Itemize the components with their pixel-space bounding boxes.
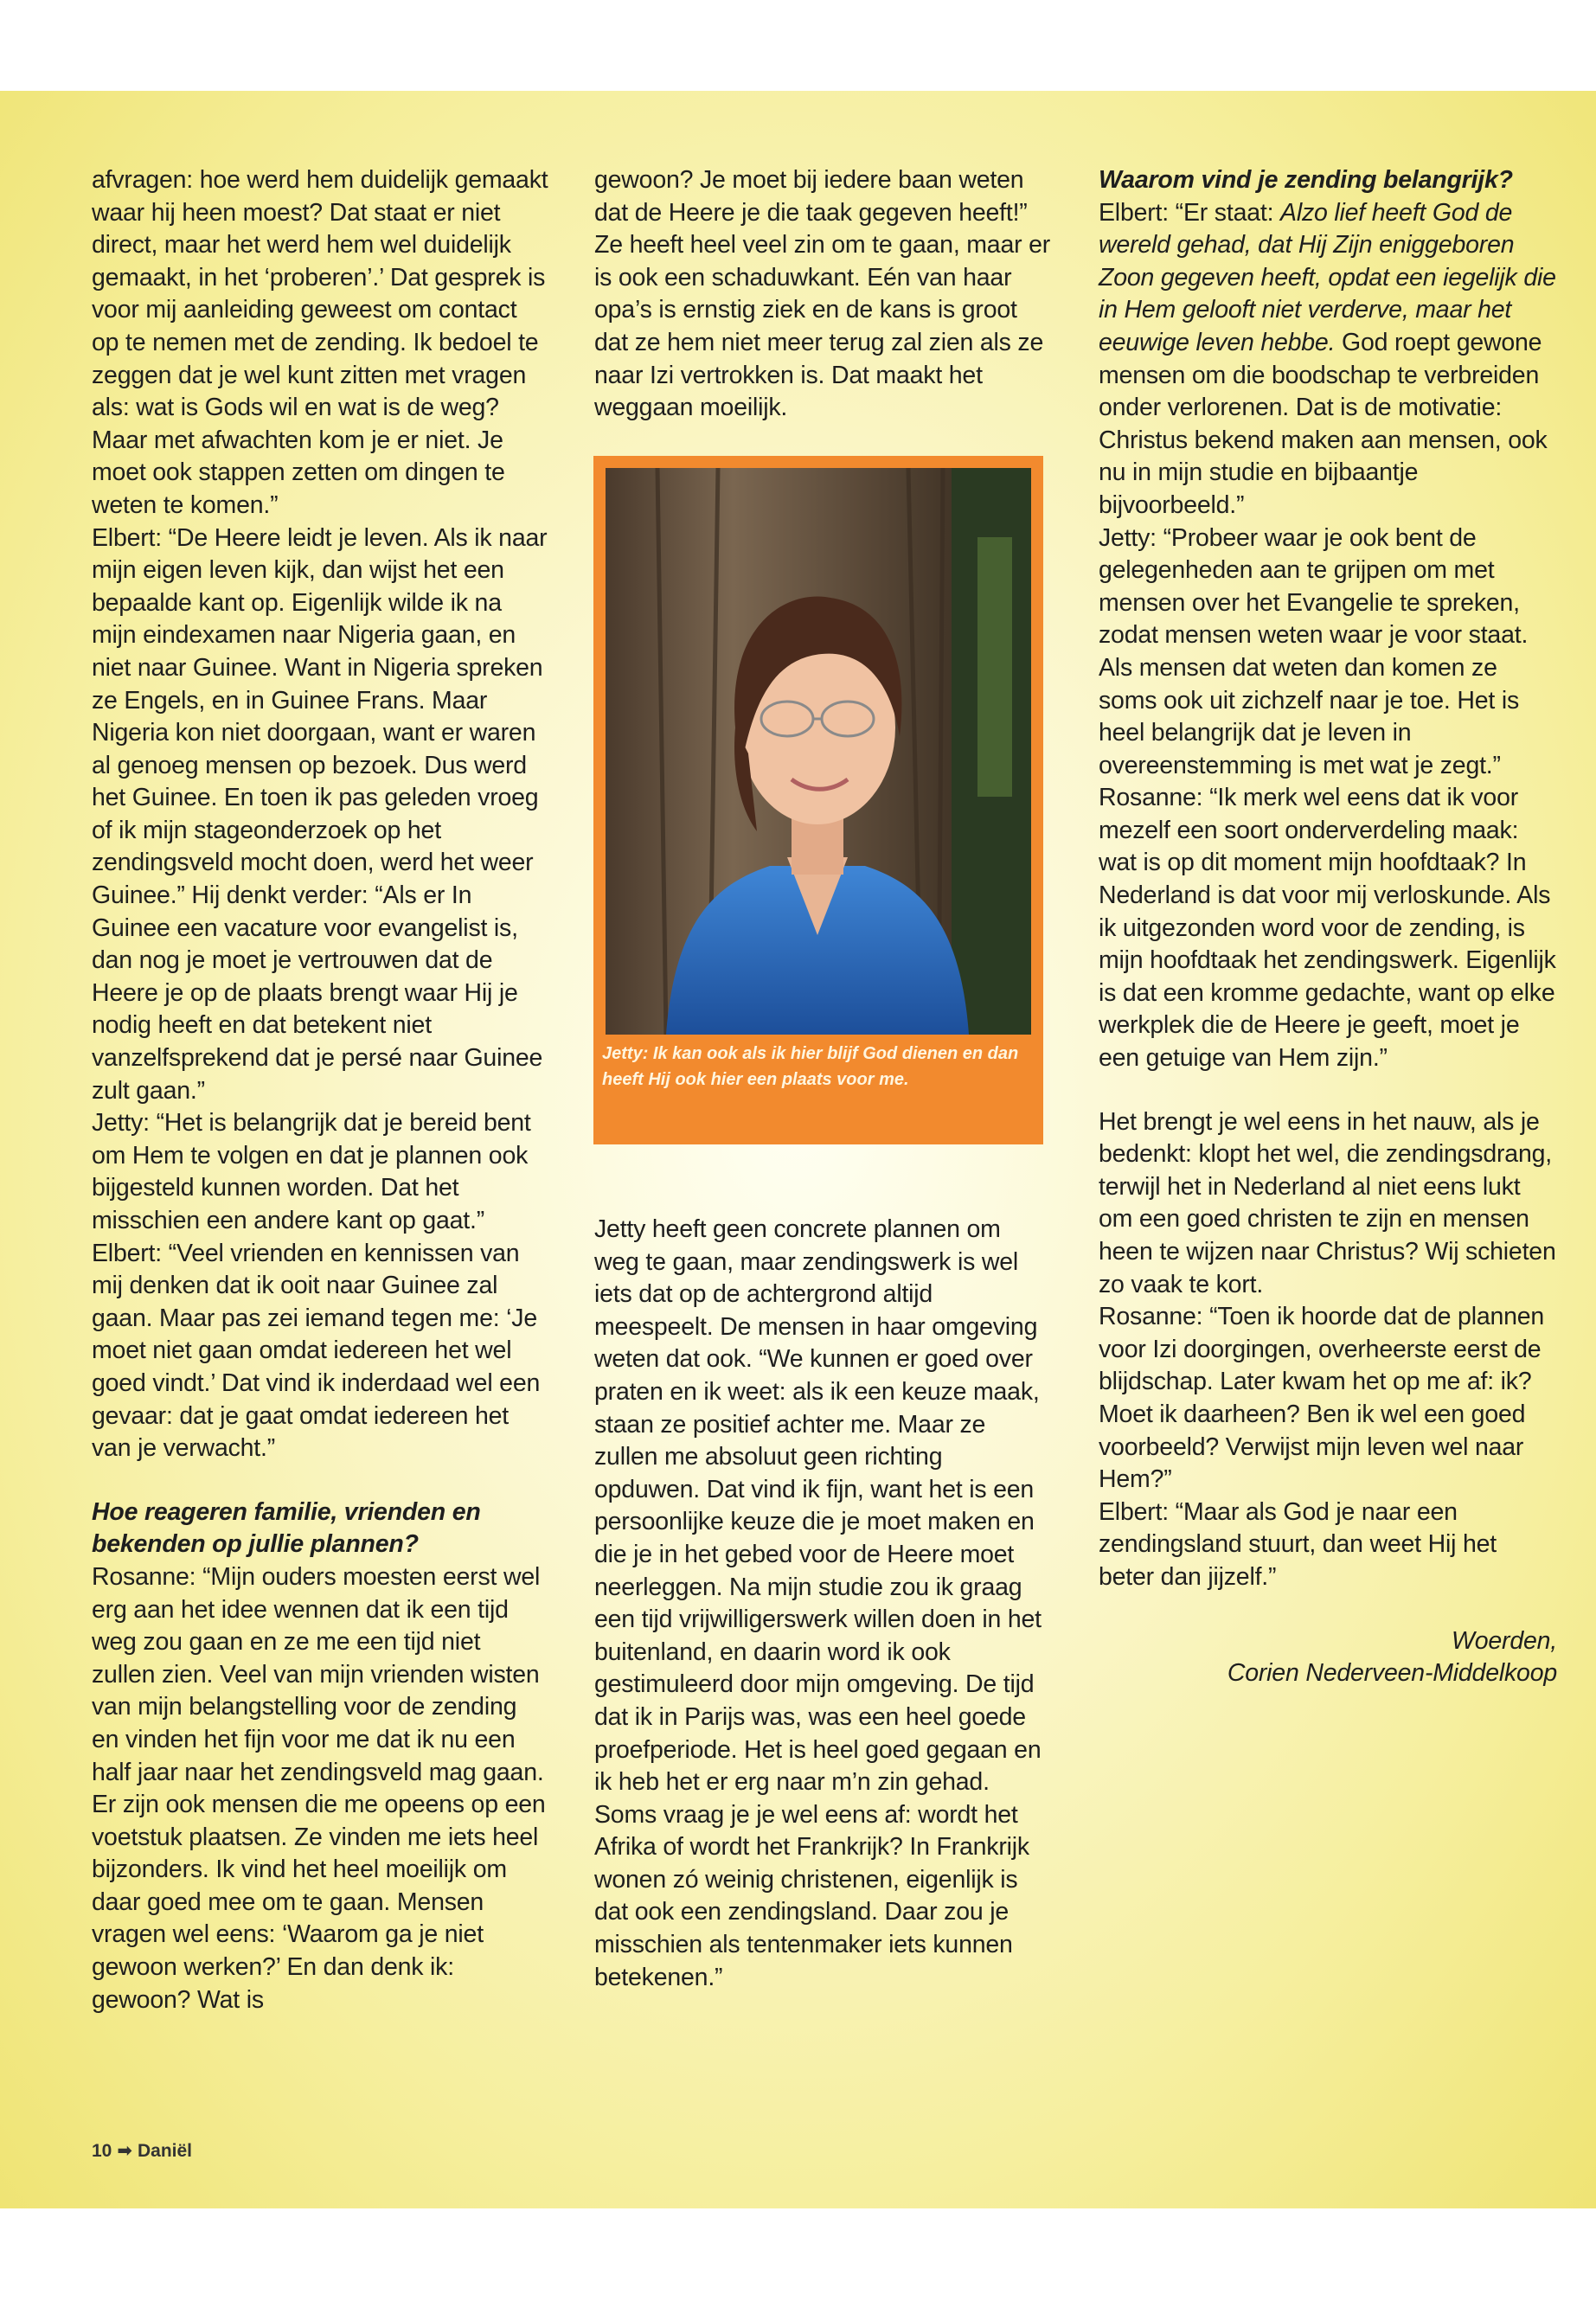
article-column-1 — [92, 164, 550, 2016]
arrow-icon: ➡ — [117, 2141, 132, 2161]
paragraph: afvragen: hoe werd hem duidelijk gemaakt waar hij heen moest? Dat staat er niet direct, maar het werd hem wel duidelijk gemaakt, in het ‘proberen’.’ Dat gesprek is voor mij aanleiding geweest om contact op te nemen met de zending. Ik bedoel te zeggen dat je wel kunt zitten met vragen als: wat is Gods wil en wat is de weg? Maar met afwachten kom je er niet. Je moet ook stappen zetten om dingen te weten te komen.” — [92, 166, 548, 519]
magazine-name: Daniël — [137, 2141, 192, 2161]
article-column-2-bottom — [594, 1214, 1051, 1994]
paragraph: Jetty: “Het is belangrijk dat je bereid bent om Hem te volgen en dat je plannen ook bijgesteld kunnen worden. Dat het misschien een andere kant op gaat.” — [92, 1109, 531, 1234]
speaker-text: God roept gewone mensen om die boodschap te verbreiden onder verlorenen. Dat is de motivatie: Christus bekend maken aan mensen, ook nu in mijn studie en bijbaantje bijvoorbeeld.” — [1099, 328, 1548, 519]
photo-frame — [593, 456, 1043, 1144]
paragraph: Elbert: “Veel vrienden en kennissen van mij denken dat ik ooit naar Guinee zal gaan. Maar pas zei iemand tegen me: ‘Je moet niet gaan omdat iedereen het wel goed vindt.’ Dat vind ik inderdaad wel een gevaar: dat je gaat omdat iedereen het van je verwacht.” — [92, 1239, 541, 1463]
photo-caption: Jetty: Ik kan ook als ik hier blijf God dienen en dan heeft Hij ook hier een plaats voor me. — [602, 1044, 1019, 1089]
paragraph: gewoon? Je moet bij iedere baan weten dat de Heere je die taak gegeven heeft!” Ze heeft heel veel zin om te gaan, maar er is ook een schaduwkant. Eén van haar opa’s is ernstig ziek en de kans is groot dat ze hem niet meer terug zal zien als ze naar Izi vertrokken is. Dat maakt het weggaan moeilijk. — [594, 166, 1051, 422]
paragraph: Het brengt je wel eens in het nauw, als je bedenkt: klopt het wel, die zendingsdrang, terwijl het in Nederland al niet eens lukt om een goed christen te zijn en mensen heen te wijzen naar Christus? Wij schieten zo vaak te kort. — [1099, 1107, 1556, 1298]
signature-place: Woerden, — [1452, 1626, 1557, 1655]
paragraph: Rosanne: “Toen ik hoorde dat de plannen voor Izi doorgingen, overheerste eerst de blijdschap. Later kwam het op me af: ik? Moet ik daarheen? Ben ik wel een goed voorbeeld? Verwijst mijn leven wel naar Hem?” — [1099, 1303, 1545, 1494]
paragraph: Jetty heeft geen concrete plannen om weg te gaan, maar zendingswerk is wel iets dat op de achtergrond altijd meespeelt. De mensen in haar omgeving weten dat ook. “We kunnen er goed over praten en ik weet: als ik een keuze maak, staan ze positief achter me. Maar ze zullen me absoluut geen richting opduwen. Dat vind ik fijn, want het is een persoonlijke keuze die je moet maken en die je in het gebed voor de Heere moet neerleggen. Na mijn studie zou ik graag een tijd vrijwilligerswerk willen doen in het buitenland, en daarin word ik ook gestimuleerd door mijn omgeving. De tijd dat ik in Parijs was, was een heel goede proefperiode. Het is heel goed gegaan en ik heb het er erg naar m’n zin gehad. Soms vraag je je wel eens af: wordt het Afrika of wordt het Frankrijk? In Frankrijk wonen zó weinig christenen, eigenlijk is dat ook een zendingsland. Daar zou je misschien als tentenmaker iets kunnen betekenen.” — [594, 1215, 1042, 1991]
section-heading: Hoe reageren familie, vrienden en bekenden op jullie plannen? — [92, 1497, 481, 1559]
page-folio — [92, 2140, 192, 2162]
paragraph: Elbert: “Maar als God je naar een zendingsland stuurt, dan weet Hij het beter dan jijzelf.” — [1099, 1497, 1497, 1591]
bible-quote: Alzo lief heeft God de wereld gehad, dat Hij Zijn eniggeboren Zoon gegeven heeft, opdat een iegelijk die in Hem gelooft niet verderve, maar het eeuwige leven hebbe. — [1099, 198, 1556, 356]
signature-author: Corien Nederveen-Middelkoop — [1227, 1659, 1557, 1688]
page-number: 10 — [92, 2141, 112, 2161]
speaker-intro: Elbert: “Er staat: — [1099, 198, 1281, 227]
article-column-3 — [1099, 164, 1557, 1690]
paragraph: Elbert: “De Heere leidt je leven. Als ik naar mijn eigen leven kijk, dan wijst het een bepaalde kant op. Eigenlijk wilde ik na mijn eindexamen naar Nigeria gaan, en niet naar Guinee. Want in Nigeria spreken ze Engels, en in Guinee Frans. Maar Nigeria kon niet doorgaan, want er waren al genoeg mensen op bezoek. Dus werd het Guinee. En toen ik pas geleden vroeg of ik mijn stageonderzoek op het zendingsveld mocht doen, werd het weer Guinee.” Hij denkt verder: “Als er In Guinee een vacature voor evangelist is, dan nog je moet je vertrouwen dat de Heere je op de plaats brengt waar Hij je nodig heeft en dat betekent niet vanzelfsprekend dat je persé naar Guinee zult gaan.” — [92, 523, 548, 1105]
paragraph: Jetty: “Probeer waar je ook bent de gelegenheden aan te grijpen om met mensen over het Evangelie te spreken, zodat mensen weten waar je voor staat. Als mensen dat weten dan komen ze soms ook uit zichzelf naar je toe. Het is heel belangrijk dat je leven in overeenstemming is met wat je zegt.” — [1099, 523, 1529, 779]
section-heading: Waarom vind je zending belangrijk? — [1099, 166, 1513, 194]
paragraph: Rosanne: “Mijn ouders moesten eerst wel erg aan het idee wennen dat ik een tijd weg zou gaan en ze me een tijd niet zullen zien. Veel van mijn vrienden wisten van mijn belangstelling voor de zending en vinden het fijn voor me dat ik nu een half jaar naar het zendingsveld mag gaan. Er zijn ook mensen die me opeens op een voetstuk plaatsen. Ze vinden me iets heel bijzonders. Ik vind het heel moeilijk om daar goed mee om te gaan. Mensen vragen wel eens: ‘Waarom ga je niet gewoon werken?’ En dan denk ik: gewoon? Wat is — [92, 1562, 546, 2014]
portrait-photo — [606, 468, 1031, 1035]
paragraph: Rosanne: “Ik merk wel eens dat ik voor mezelf een soort onderverdeling maak: wat is op dit moment mijn hoofdtaak? In Nederland is dat voor mij verloskunde. Als ik uitgezonden word voor de zending, is mijn hoofdtaak het zendingswerk. Eigenlijk is dat een kromme gedachte, want op elke werkplek die de Heere je geeft, moet je een getuige van Hem zijn.” — [1099, 784, 1556, 1073]
paragraph — [1099, 197, 1557, 522]
article-column-2-top — [594, 164, 1051, 422]
